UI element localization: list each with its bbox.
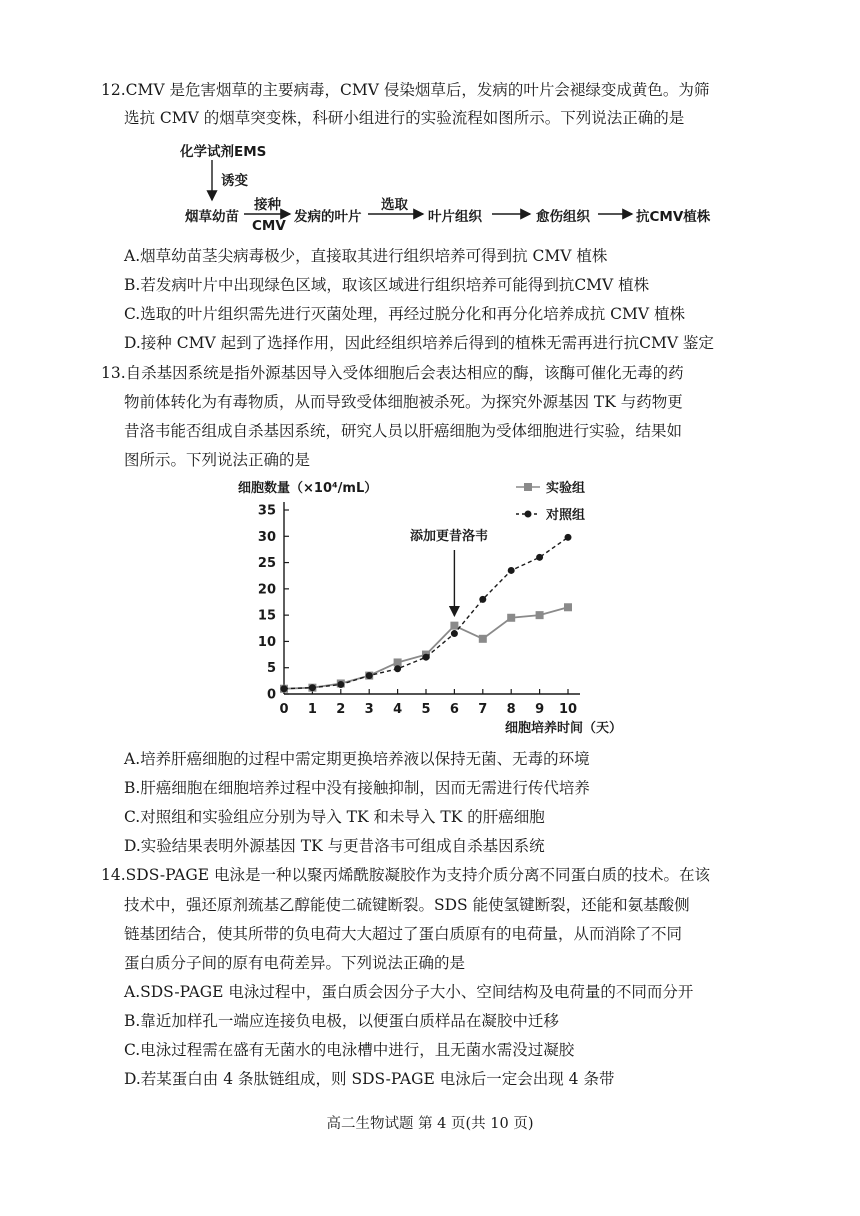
y-tick-label-35: 35	[257, 503, 276, 519]
series-1-point-3	[366, 672, 373, 679]
series-line-1	[284, 537, 568, 688]
q13-option-d: D.实验结果表明外源基因 TK 与更昔洛韦可组成自杀基因系统	[124, 837, 545, 855]
y-tick-label-15: 15	[257, 608, 276, 624]
flow-select: 选取	[381, 197, 408, 213]
q12-option-a: A.烟草幼苗茎尖病毒极少，直接取其进行组织培养可得到抗 CMV 植株	[124, 247, 608, 265]
q14-option-d: D.若某蛋白由 4 条肽链组成，则 SDS-PAGE 电泳后一定会出现 4 条带	[124, 1070, 615, 1088]
x-tick-label-2: 2	[336, 702, 346, 717]
series-0-point-7	[479, 635, 487, 643]
q12-stem-line-1: 12.CMV 是危害烟草的主要病毒，CMV 侵染烟草后，发病的叶片会褪绿变成黄色。为筛	[101, 81, 710, 99]
series-0-point-10	[564, 603, 572, 611]
series-1-point-8	[508, 567, 515, 574]
q14-stem-line-1: 14.SDS-PAGE 电泳是一种以聚丙烯酰胺凝胶作为支持介质分离不同蛋白质的技术。在该	[101, 866, 710, 884]
chart-annotation: 添加更昔洛韦	[410, 529, 489, 544]
y-tick-label-10: 10	[257, 634, 276, 650]
q13-option-b: B.肝癌细胞在细胞培养过程中没有接触抑制，因而无需进行传代培养	[124, 779, 590, 797]
q13-option-a: A.培养肝癌细胞的过程中需定期更换培养液以保持无菌、无毒的环境	[124, 750, 590, 768]
q13-stem-line-2: 物前体转化为有毒物质，从而导致受体细胞被杀死。为探究外源基因 TK 与药物更	[124, 393, 683, 411]
y-tick-label-5: 5	[266, 661, 276, 677]
flow-inoculate: 接种	[254, 197, 281, 213]
q14-option-b: B.靠近加样孔一端应连接负电极，以便蛋白质样品在凝胶中迁移	[124, 1012, 559, 1030]
x-tick-label-3: 3	[364, 702, 374, 717]
y-tick-label-25: 25	[257, 556, 276, 572]
flow-resistant-plant: 抗CMV植株	[636, 209, 711, 225]
flow-cmv: CMV	[252, 218, 286, 234]
series-0-point-8	[507, 614, 515, 622]
q13-stem-line-3: 昔洛韦能否组成自杀基因系统，研究人员以肝癌细胞为受体细胞进行实验，结果如	[124, 422, 683, 440]
series-1-point-6	[451, 630, 458, 637]
q14-option-c: C.电泳过程需在盛有无菌水的电泳槽中进行，且无菌水需没过凝胶	[124, 1041, 575, 1059]
q13-option-c: C.对照组和实验组应分别为导入 TK 和未导入 TK 的肝癌细胞	[124, 808, 545, 826]
x-tick-label-6: 6	[449, 702, 459, 717]
legend-marker-experimental	[524, 483, 532, 491]
x-tick-label-8: 8	[506, 702, 516, 717]
flow-reagent: 化学试剂EMS	[180, 144, 267, 160]
flow-callus: 愈伤组织	[536, 209, 590, 225]
q14-stem-line-3: 链基团结合，使其所带的负电荷大大超过了蛋白质原有的电荷量，从而消除了不同	[124, 925, 683, 943]
series-1-point-2	[337, 681, 344, 688]
series-1-point-9	[536, 554, 543, 561]
series-1-point-10	[565, 534, 572, 541]
series-1-point-4	[394, 665, 401, 672]
x-tick-label-1: 1	[307, 702, 317, 717]
flow-mutagenesis: 诱变	[221, 173, 248, 189]
chart-legend	[516, 480, 585, 523]
chart-series	[280, 534, 572, 693]
flow-seedling: 烟草幼苗	[185, 209, 239, 225]
legend-label-control: 对照组	[546, 508, 586, 523]
chart-y-axis-label: 细胞数量（×10⁴/mL）	[238, 481, 378, 496]
flow-leaf-tissue: 叶片组织	[428, 209, 482, 225]
x-tick-label-7: 7	[478, 702, 488, 717]
x-tick-label-0: 0	[279, 702, 289, 717]
y-tick-label-0: 0	[266, 687, 276, 703]
series-0-point-4	[394, 658, 402, 666]
series-0-point-6	[450, 622, 458, 630]
x-tick-label-4: 4	[393, 702, 403, 717]
series-0-point-9	[536, 611, 544, 619]
series-1-point-0	[281, 685, 288, 692]
legend-marker-control	[525, 511, 532, 518]
q13-chart	[0, 470, 860, 740]
q13-stem-line-4: 图所示。下列说法正确的是	[124, 451, 311, 469]
x-tick-label-5: 5	[421, 702, 431, 717]
q14-option-a: A.SDS-PAGE 电泳过程中，蛋白质会因分子大小、空间结构及电荷量的不同而分开	[124, 983, 694, 1001]
x-tick-label-10: 10	[558, 702, 578, 717]
q14-stem-line-2: 技术中，强还原剂巯基乙醇能使二硫键断裂。SDS 能使氢键断裂，还能和氨基酸侧	[124, 896, 690, 914]
chart-x-axis-label: 细胞培养时间（天）	[505, 721, 623, 736]
flow-diseased-leaf: 发病的叶片	[294, 209, 362, 225]
y-tick-label-20: 20	[257, 582, 276, 598]
q14-stem-line-4: 蛋白质分子间的原有电荷差异。下列说法正确的是	[124, 954, 466, 972]
page-footer: 高二生物试题 第 4 页(共 10 页)	[326, 1116, 534, 1132]
x-tick-label-9: 9	[535, 702, 545, 717]
y-tick-label-30: 30	[257, 529, 276, 545]
series-1-point-1	[309, 684, 316, 691]
q13-stem-line-1: 13.自杀基因系统是指外源基因导入受体细胞后会表达相应的酶，该酶可催化无毒的药	[101, 364, 684, 382]
series-line-0	[284, 607, 568, 688]
q12-stem-line-2: 选抗 CMV 的烟草突变株，科研小组进行的实验流程如图所示。下列说法正确的是	[124, 109, 685, 127]
q12-option-d: D.接种 CMV 起到了选择作用，因此经组织培养后得到的植株无需再进行抗CMV 鉴定	[124, 334, 714, 352]
legend-label-experimental: 实验组	[546, 481, 586, 496]
q12-option-c: C.选取的叶片组织需先进行灭菌处理，再经过脱分化和再分化培养成抗 CMV 植株	[124, 305, 686, 323]
series-1-point-7	[479, 596, 486, 603]
q12-option-b: B.若发病叶片中出现绿色区域，取该区域进行组织培养可能得到抗CMV 植株	[124, 276, 650, 294]
series-1-point-5	[423, 654, 430, 661]
